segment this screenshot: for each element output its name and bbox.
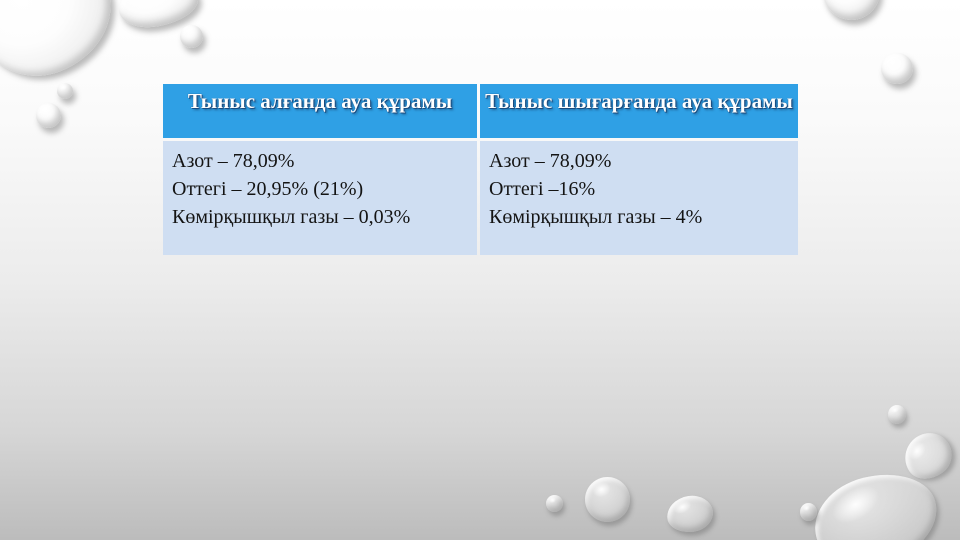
table-cell-exhale-composition xyxy=(480,141,798,255)
water-droplet xyxy=(585,477,630,522)
gas-line-carbon-dioxide: Көмірқышқыл газы – 4% xyxy=(489,206,703,228)
table-body-row xyxy=(163,141,798,255)
water-droplet xyxy=(665,493,716,535)
water-droplet xyxy=(823,0,880,20)
water-droplet xyxy=(546,495,563,512)
water-droplet xyxy=(881,53,913,84)
table-header-exhale: Тыныс шығарғанда ауа құрамы xyxy=(480,84,798,138)
gas-line-oxygen: Оттегі –16% xyxy=(489,178,596,200)
water-droplet xyxy=(180,25,203,48)
gas-line-oxygen: Оттегі – 20,95% (21%) xyxy=(172,178,364,200)
water-droplet xyxy=(57,83,73,99)
table-header-row xyxy=(163,84,798,138)
table-header-inhale: Тыныс алғанда ауа құрамы xyxy=(163,84,477,138)
table-cell-inhale-composition xyxy=(163,141,477,255)
water-droplet xyxy=(800,503,817,521)
air-composition-table xyxy=(163,84,798,255)
water-droplet xyxy=(0,0,129,93)
water-droplet xyxy=(36,103,61,128)
water-droplet xyxy=(888,405,906,424)
gas-line-nitrogen: Азот – 78,09% xyxy=(172,150,295,172)
gas-line-nitrogen: Азот – 78,09% xyxy=(489,150,612,172)
gas-line-carbon-dioxide: Көмірқышқыл газы – 0,03% xyxy=(172,206,411,228)
